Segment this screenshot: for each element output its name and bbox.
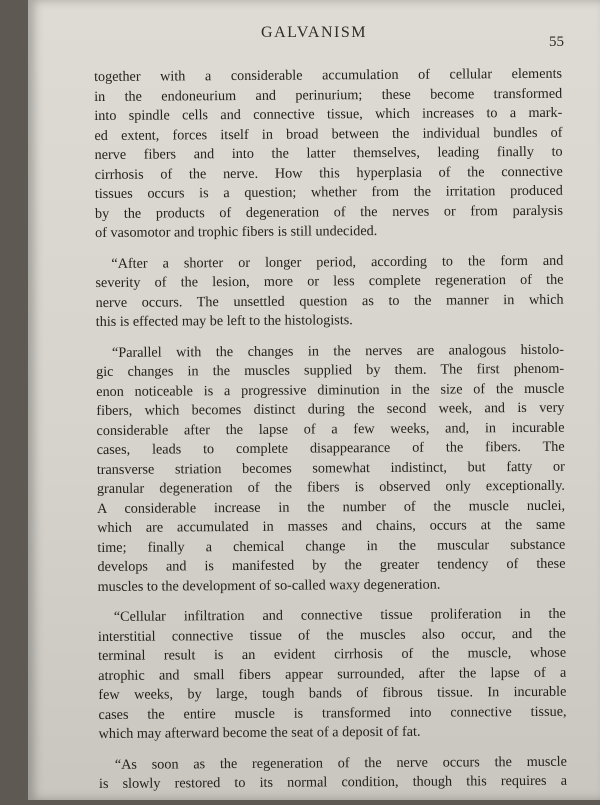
text-line: tissues occurs is a question; whether from the irritation produced <box>94 182 563 202</box>
text-line: few weeks, by large, tough bands of fibrous tissue. In incurable <box>98 683 567 703</box>
text-line: together with a considerable accumulation of cellular elements <box>94 65 563 85</box>
text-line: “As soon as the regeneration of the nerve occurs the muscle <box>114 753 567 773</box>
paragraph-3 <box>96 340 566 597</box>
text-line: into spindle cells and connective tissue, which increases to a mark- <box>94 104 563 124</box>
paragraph-2 <box>95 251 564 332</box>
text-line: of vasomotor and trophic fibers is still undecided. <box>95 223 378 241</box>
text-line: cirrhosis of the nerve. How this hyperplasia of the connective <box>94 163 563 183</box>
text-line: transverse striation becomes somewhat indistinct, but fatty or <box>96 458 565 478</box>
book-page <box>28 0 600 800</box>
text-line: is slowly restored to its normal condition, though this requires a <box>98 772 568 792</box>
text-line: develops and is manifested by the greater tendency of these <box>97 555 566 575</box>
text-line: ed extent, forces itself in broad between the individual bundles of <box>94 124 563 144</box>
text-line: atrophic and small fibers appear surrounded, after the lapse of a <box>98 664 567 684</box>
text-line: “Cellular infiltration and connective tissue proliferation in the <box>113 605 566 625</box>
paragraph-5 <box>99 752 567 794</box>
text-line: by the products of degeneration of the nerves or from paralysis <box>94 202 564 222</box>
text-line: fibers, which becomes distinct during the second week, and is very <box>96 399 565 419</box>
text-line: gic changes in the muscles supplied by them. The first phenom- <box>96 360 565 380</box>
text-line: “Parallel with the changes in the nerves are analogous histolo- <box>111 341 565 361</box>
running-head-title: GALVANISM <box>261 24 367 41</box>
text-line: A considerable increase in the number of the muscle nuclei, <box>97 497 566 517</box>
text-line: terminal result is an evident cirrhosis of the muscle, whose <box>98 644 567 664</box>
text-line: interstitial connective tissue of the muscles also occur, and the <box>97 625 567 645</box>
text-line: which are accumulated in masses and chains, occurs at the same <box>97 516 566 536</box>
text-line: in the endoneurium and perinurium; these become transformed <box>94 85 563 105</box>
text-line: nerve occurs. The unsettled question as to the manner in which <box>95 291 564 311</box>
text-line: nerve fibers and into the latter themselves, leading finally to <box>94 143 563 163</box>
page-number: 55 <box>549 34 564 50</box>
text-line: severity of the lesion, more or less complete regeneration of the <box>95 271 564 291</box>
text-line: cases the entire muscle is transformed into connective tissue, <box>98 703 567 723</box>
paragraph-4 <box>98 605 567 745</box>
text-line: muscles to the development of so-called waxy degeneration. <box>97 576 441 595</box>
text-line: which may afterward become the seat of a deposit of fat. <box>98 723 421 742</box>
paragraph-1 <box>94 65 563 244</box>
text-line: granular degeneration of the fibers is observed only exceptionally. <box>96 477 565 497</box>
text-line: “After a shorter or longer period, according to the form and <box>111 252 564 272</box>
text-line: time; finally a chemical change in the muscular substance <box>97 536 566 556</box>
body-text <box>94 65 567 805</box>
text-line: considerable after the lapse of a few weeks, and, in incurable <box>96 419 565 439</box>
text-line: this is effected may be left to the histologists. <box>95 312 353 330</box>
text-line: cases, leads to complete disappearance of the fibers. The <box>96 438 565 458</box>
text-line: enon noticeable is a progressive diminution in the size of the muscle <box>96 380 565 400</box>
